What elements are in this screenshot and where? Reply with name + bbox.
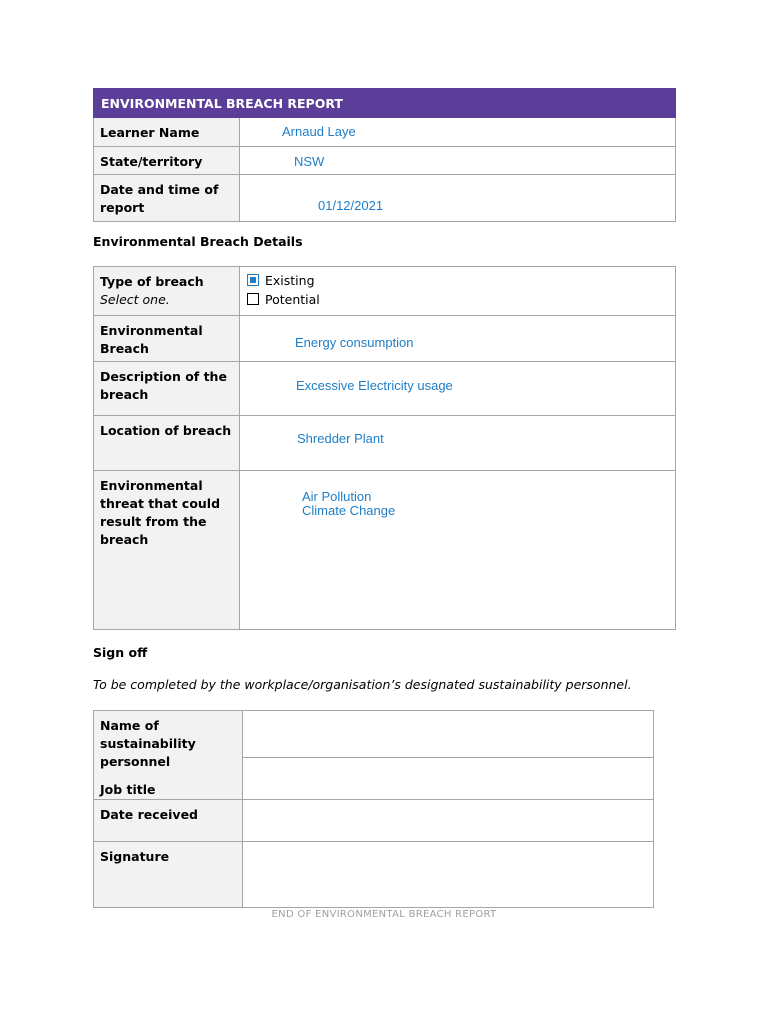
environmental-breach-field[interactable]: [240, 316, 676, 362]
description-label: Description of the breach: [94, 362, 240, 416]
date-received-label: Date received: [94, 800, 243, 842]
type-of-breach-label: Type of breach: [100, 274, 204, 289]
option-existing-label: Existing: [265, 273, 315, 288]
description-field[interactable]: [240, 362, 676, 416]
date-received-field[interactable]: [243, 800, 654, 842]
option-potential-label: Potential: [265, 292, 320, 307]
state-field[interactable]: [240, 147, 676, 175]
threat-label: Environmental threat that could result from the breach: [94, 471, 240, 630]
environmental-breach-value: Energy consumption: [295, 335, 414, 350]
sign-off-table: [93, 710, 654, 908]
personnel-job-cell: [94, 711, 243, 800]
type-of-breach-options: [240, 267, 676, 316]
report-header-table: [93, 88, 676, 222]
environmental-breach-label: Environmental Breach: [94, 316, 240, 362]
personnel-name-field[interactable]: [243, 711, 654, 758]
option-existing[interactable]: [247, 273, 315, 289]
report-title: ENVIRONMENTAL BREACH REPORT: [94, 89, 676, 118]
type-of-breach-cell: [94, 267, 240, 316]
checkbox-empty-icon[interactable]: [247, 293, 259, 305]
signature-label: Signature: [94, 842, 243, 908]
job-title-field[interactable]: [243, 758, 654, 800]
learner-name-field[interactable]: [240, 118, 676, 147]
description-value: Excessive Electricity usage: [296, 378, 453, 393]
type-of-breach-hint: Select one.: [100, 292, 170, 307]
learner-name-value: Arnaud Laye: [282, 124, 356, 139]
learner-name-label: Learner Name: [94, 118, 240, 147]
sign-off-title: Sign off: [93, 645, 148, 660]
sign-off-note: To be completed by the workplace/organisation’s designated sustainability personnel.: [93, 677, 632, 692]
checkbox-checked-icon[interactable]: [247, 274, 259, 286]
threat-value-2: Climate Change: [302, 503, 396, 518]
location-label: Location of breach: [94, 416, 240, 471]
date-time-label: Date and time of report: [94, 175, 240, 222]
location-field[interactable]: [240, 416, 676, 471]
option-potential[interactable]: [247, 292, 320, 308]
threat-value-1: Air Pollution: [302, 489, 372, 504]
breach-details-title: Environmental Breach Details: [93, 234, 303, 249]
state-label: State/territory: [94, 147, 240, 175]
signature-field[interactable]: [243, 842, 654, 908]
state-value: NSW: [294, 154, 325, 169]
breach-details-table: [93, 266, 676, 630]
date-time-value: 01/12/2021: [318, 198, 384, 213]
personnel-name-label: Name of sustainability personnel: [100, 718, 196, 769]
location-value: Shredder Plant: [297, 431, 384, 446]
date-time-field[interactable]: [240, 175, 676, 222]
threat-field[interactable]: [240, 471, 676, 630]
job-title-label: Job title: [100, 782, 156, 797]
end-of-report-footer: END OF ENVIRONMENTAL BREACH REPORT: [271, 909, 497, 920]
